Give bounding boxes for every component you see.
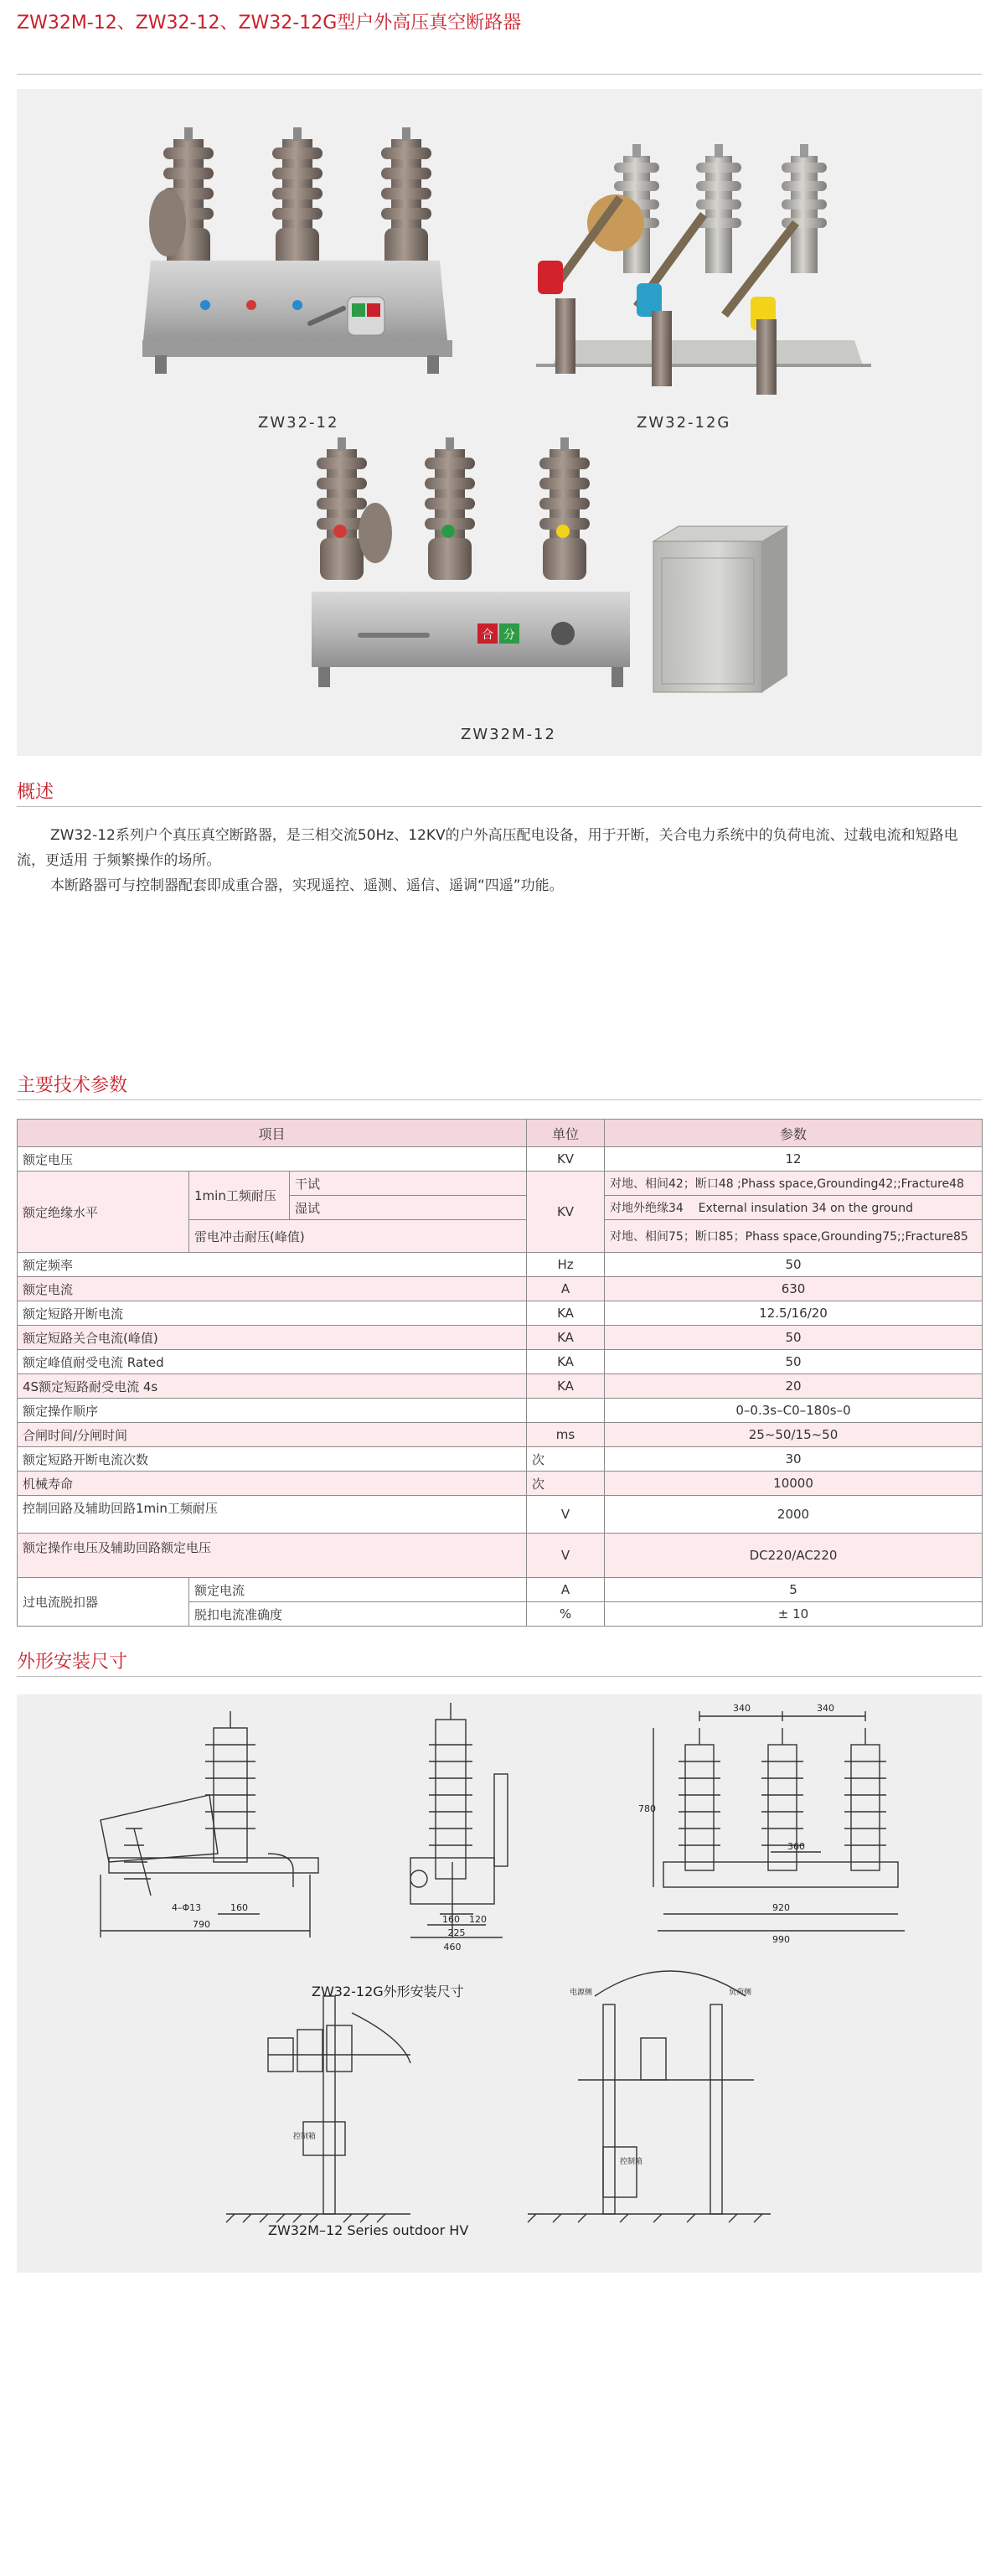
row-param: 30 — [605, 1447, 983, 1472]
pole-mount-left-drawing — [226, 1996, 410, 2222]
row-param: 50 — [605, 1253, 983, 1277]
dim-990: 990 — [772, 1934, 790, 1945]
row-param: 对地、相间42；断口48 ;Phass space,Grounding42;;Fracture48 — [605, 1172, 983, 1196]
pole-mount-right-drawing — [528, 1971, 771, 2222]
dimension-drawings — [17, 1694, 982, 2273]
table-row — [18, 1496, 983, 1534]
row-item: 过电流脱扣器 — [18, 1578, 189, 1627]
row-param: 630 — [605, 1277, 983, 1301]
row-subitem: 1min工频耐压 — [189, 1172, 290, 1220]
header-param: 参数 — [605, 1120, 983, 1147]
header-unit: 单位 — [527, 1120, 605, 1147]
overview-text — [17, 823, 982, 898]
overview-paragraph-1: ZW32-12系列户个真压真空断路器，是三相交流50Hz、12KV的户外高压配电设备，用于开断，关合电力系统中的负荷电流、过载电流和短路电流，更适用 于频繁操作的场所。 — [17, 827, 958, 869]
table-row — [18, 1399, 983, 1423]
row-unit: KV — [527, 1172, 605, 1253]
row-unit: KA — [527, 1350, 605, 1374]
table-header-row — [18, 1120, 983, 1147]
table-row — [18, 1147, 983, 1172]
page-title: ZW32M-12、ZW32-12、ZW32-12G型户外高压真空断路器 — [17, 13, 522, 34]
row-unit: 次 — [527, 1447, 605, 1472]
row-param: 对地、相间75；断口85；Phass space,Grounding75;;Fracture85 — [605, 1220, 983, 1253]
row-unit: KV — [527, 1147, 605, 1172]
table-row — [18, 1447, 983, 1472]
table-row — [18, 1374, 983, 1399]
row-unit: KA — [527, 1326, 605, 1350]
row-param: 10000 — [605, 1472, 983, 1496]
table-row — [18, 1472, 983, 1496]
row-param: 12 — [605, 1147, 983, 1172]
dim-120: 120 — [469, 1914, 487, 1925]
dim-780: 780 — [638, 1803, 656, 1814]
caption-zw32m-12: ZW32M-12 — [461, 726, 556, 743]
row-item: 额定电流 — [18, 1277, 527, 1301]
title-divider — [17, 74, 982, 75]
row-unit: V — [527, 1496, 605, 1534]
row-param: 50 — [605, 1326, 983, 1350]
fen-label: 分 — [503, 628, 515, 642]
row-unit: KA — [527, 1374, 605, 1399]
dim-920: 920 — [772, 1902, 790, 1913]
specs-title: 主要技术参数 — [17, 1075, 128, 1096]
dimensions-divider — [17, 1676, 982, 1677]
overview-title: 概述 — [17, 782, 54, 803]
spec-table — [17, 1119, 983, 1627]
overview-paragraph-2: 本断路器可与控制器配套即成重合器，实现遥控、遥测、遥信、遥调“四遥”功能。 — [50, 877, 564, 894]
header-item: 项目 — [18, 1120, 527, 1147]
row-param: 12.5/16/20 — [605, 1301, 983, 1326]
row-unit: V — [527, 1534, 605, 1578]
row-param: ± 10 — [605, 1602, 983, 1627]
caption-zw32-12g: ZW32-12G — [637, 414, 731, 432]
row-param: 50 — [605, 1350, 983, 1374]
dim-340-a: 340 — [733, 1703, 751, 1714]
row-subitem: 雷电冲击耐压(峰值) — [189, 1220, 527, 1253]
row-unit — [527, 1399, 605, 1423]
table-row — [18, 1326, 983, 1350]
row-item: 额定峰值耐受电流 Rated — [18, 1350, 527, 1374]
row-item: 机械寿命 — [18, 1472, 527, 1496]
product-photo-panel — [17, 89, 982, 756]
table-row — [18, 1534, 983, 1578]
row-unit: ms — [527, 1423, 605, 1447]
dim-360: 360 — [787, 1841, 805, 1852]
zw32m-12-photo — [312, 437, 787, 692]
zw32-12g-photo — [536, 144, 871, 395]
elevation-drawing — [653, 1711, 905, 1931]
table-row — [18, 1350, 983, 1374]
label-load-side: 负荷侧 — [729, 1989, 752, 1997]
row-item: 4S额定短路耐受电流 4s — [18, 1374, 527, 1399]
row-unit: KA — [527, 1301, 605, 1326]
row-unit: A — [527, 1277, 605, 1301]
row-param: DC220/AC220 — [605, 1534, 983, 1578]
row-unit: 次 — [527, 1472, 605, 1496]
row-item: 额定短路开断电流次数 — [18, 1447, 527, 1472]
zw32-12-photo — [142, 127, 452, 374]
row-subitem: 干试 — [290, 1172, 527, 1196]
row-unit: % — [527, 1602, 605, 1627]
row-subitem: 额定电流 — [189, 1578, 527, 1602]
table-row — [18, 1172, 983, 1196]
product-photos — [17, 89, 982, 756]
row-item: 额定短路开断电流 — [18, 1301, 527, 1326]
label-source-side: 电源侧 — [570, 1989, 593, 1997]
front-view-drawing — [410, 1703, 508, 1937]
row-item: 控制回路及辅助回路1min工频耐压 — [18, 1496, 527, 1534]
row-unit: A — [527, 1578, 605, 1602]
he-label: 合 — [482, 628, 493, 642]
row-item: 额定电压 — [18, 1147, 527, 1172]
row-item: 额定绝缘水平 — [18, 1172, 189, 1253]
overview-divider — [17, 806, 982, 807]
row-unit: Hz — [527, 1253, 605, 1277]
table-row — [18, 1301, 983, 1326]
dim-340-b: 340 — [817, 1703, 834, 1714]
dimension-drawings-panel — [17, 1694, 982, 2273]
side-view-drawing — [101, 1711, 318, 1937]
row-param: 25~50/15~50 — [605, 1423, 983, 1447]
dim-160b: 160 — [442, 1914, 460, 1925]
dim-460: 460 — [443, 1942, 462, 1953]
table-row — [18, 1277, 983, 1301]
row-param: 5 — [605, 1578, 983, 1602]
label-control-box-left: 控制箱 — [293, 2133, 317, 2141]
row-subitem: 湿试 — [290, 1196, 527, 1220]
dimensions-title: 外形安装尺寸 — [17, 1652, 128, 1673]
label-control-box-right: 控制箱 — [620, 2158, 643, 2166]
caption-zw32m-12-series: ZW32M–12 Series outdoor HV — [268, 2222, 469, 2238]
row-param: 20 — [605, 1374, 983, 1399]
table-row — [18, 1578, 983, 1602]
caption-dimensions-zw32-12g: ZW32-12G外形安装尺寸 — [312, 1984, 464, 1999]
table-row — [18, 1423, 983, 1447]
table-row — [18, 1253, 983, 1277]
row-subitem: 脱扣电流准确度 — [189, 1602, 527, 1627]
dim-225: 225 — [447, 1927, 466, 1938]
dim-160: 160 — [230, 1902, 248, 1913]
row-item: 额定操作顺序 — [18, 1399, 527, 1423]
dim-790: 790 — [193, 1919, 210, 1930]
param-en: External insulation 34 on the ground — [698, 1202, 913, 1215]
specs-divider — [17, 1099, 982, 1100]
row-item: 额定操作电压及辅助回路额定电压 — [18, 1534, 527, 1578]
row-item: 额定频率 — [18, 1253, 527, 1277]
caption-zw32-12: ZW32-12 — [258, 414, 339, 432]
row-param: 0–0.3s–C0–180s–0 — [605, 1399, 983, 1423]
row-param: 2000 — [605, 1496, 983, 1534]
row-param — [605, 1196, 983, 1220]
param-cn: 对地外绝缘34 — [610, 1202, 684, 1215]
row-item: 额定短路关合电流(峰值) — [18, 1326, 527, 1350]
row-item: 合闸时间/分闸时间 — [18, 1423, 527, 1447]
dim-4phi13: 4–Φ13 — [172, 1902, 202, 1913]
